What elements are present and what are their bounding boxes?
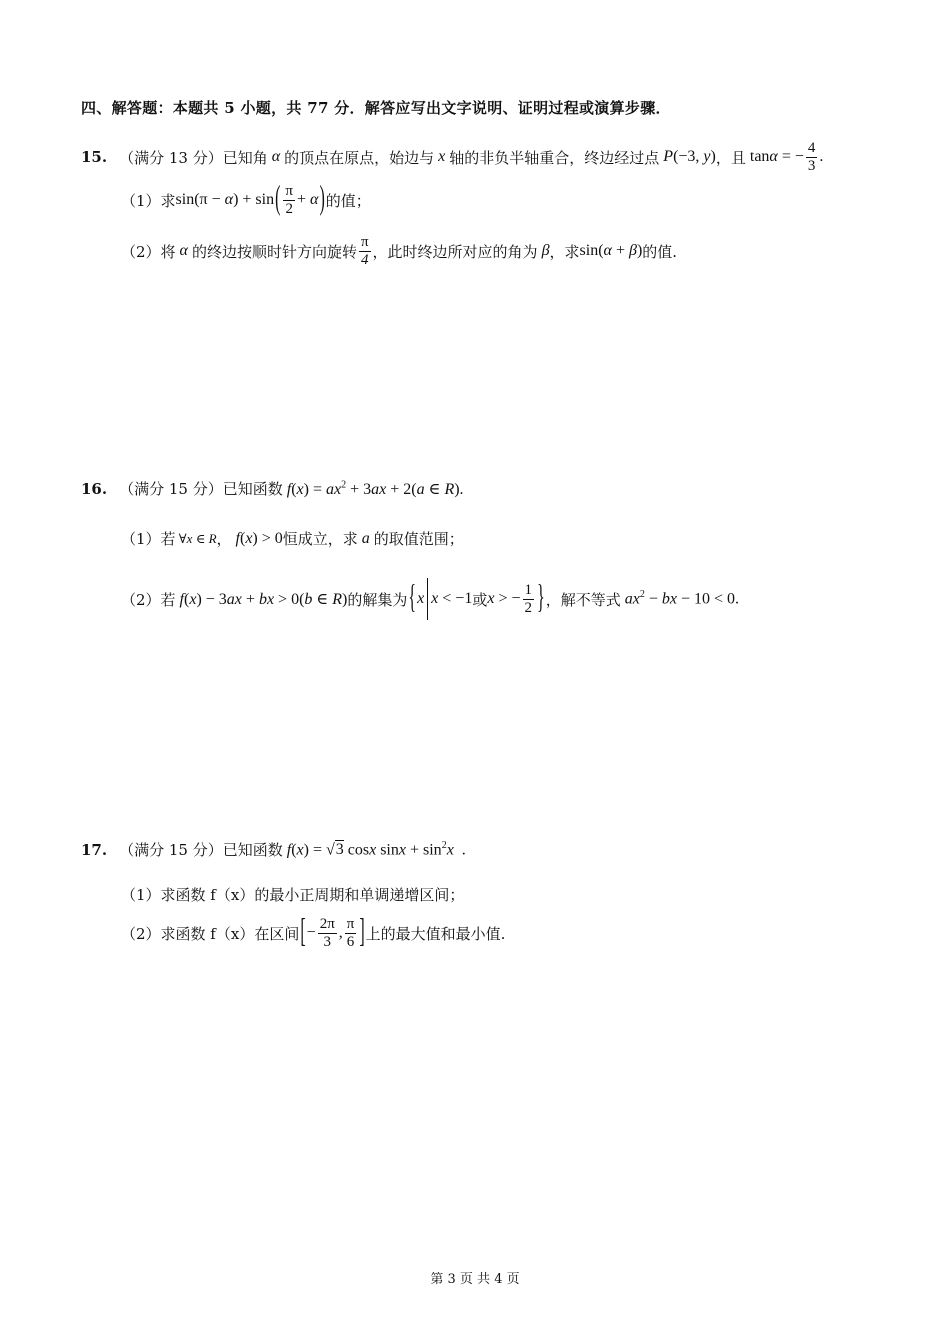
- q15-part1: （1）求 sin(π − α) + sin ( $\frac{\pi}{2}$ + α ) 的值；: [121, 181, 371, 217]
- q16-part2: （2）若 f(x) − 3ax + bx > 0(b ∈ R) 的解集为 { x x < −1 或 x > − $\frac{1}{2}$ } ，解不等式 $ax^2$ − bx − 10 < 0.: [121, 578, 739, 620]
- q16-number: 16.: [81, 479, 108, 498]
- q15-intro: 15. （满分 13 分）已知角 α 的顶点在原点，始边与 x 轴的非负半轴重合，终边经过点 P(−3, y) ，且 tanα = − $\frac{4}{3}$ .: [81, 140, 824, 174]
- q15-number: 15.: [81, 148, 108, 166]
- q17-part2: （2）求函数 f（x）在区间 [ − $\frac{2\pi}{3}$ , $\frac{\pi}{6}$ ] 上的最大值和最小值.: [121, 914, 506, 950]
- section-heading: 四、解答题：本题共 5 小题，共 77 分．解答应写出文字说明、证明过程或演算步骤．: [81, 99, 671, 117]
- page-footer: 第 3 页 共 4 页: [430, 1272, 520, 1287]
- q17-intro: 17. （满分 15 分）已知函数 f(x) = √3 cosx $\sin x + \sin^2x$ .: [81, 839, 466, 859]
- q17-number: 17.: [81, 840, 108, 859]
- q17-part1: （1）求函数 f（x）的最小正周期和单调递增区间；: [121, 886, 465, 904]
- q16-intro: 16. （满分 15 分）已知函数 $f(x) = ax^2 + 3ax + 2(a$ ∈ R).: [81, 479, 464, 498]
- q16-part1: （1）若 ∀x ∈ R ， f(x) > 0 恒成立，求 a 的取值范围；: [121, 529, 464, 548]
- q15-part2: （2）将 α 的终边按顺时针方向旋转 $\frac{\pi}{4}$ ，此时终边所对应的角为 β ，求 sin(α + β) 的值.: [121, 234, 678, 268]
